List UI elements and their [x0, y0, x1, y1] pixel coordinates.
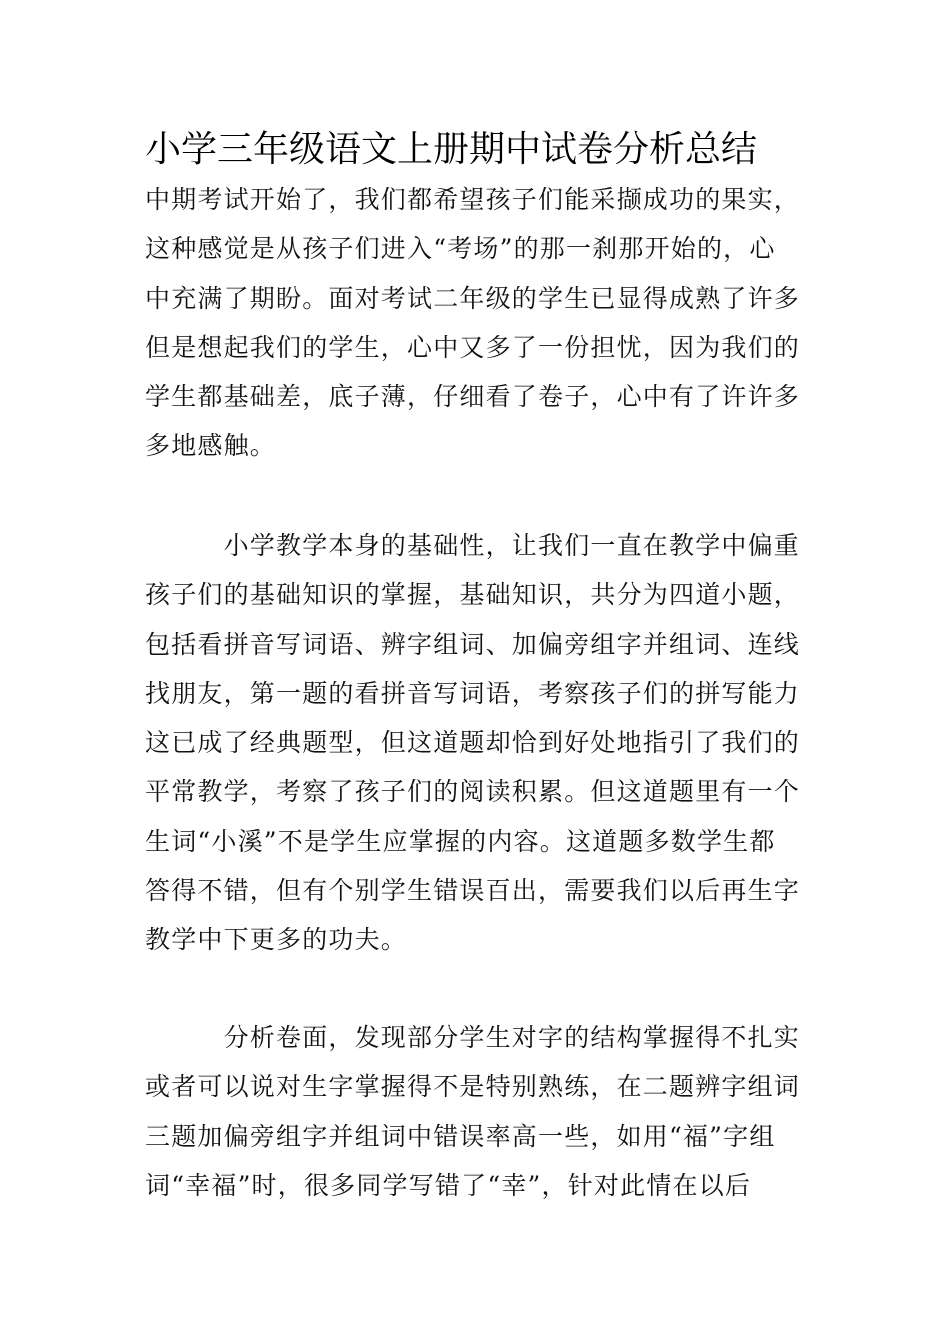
text-line: 包括看拼音写词语、辨字组词、加偏旁组字并组词、连线 [145, 629, 801, 659]
text-line: 中充满了期盼。面对考试二年级的学生已显得成熟了许多 [145, 283, 801, 313]
text-line: 或者可以说对生字掌握得不是特别熟练，在二题辨字组词 [145, 1072, 801, 1102]
text-line: 平常教学，考察了孩子们的阅读积累。但这道题里有一个 [145, 777, 801, 807]
document-title: 小学三年级语文上册期中试卷分析总结 [145, 129, 758, 170]
text-line: 小学教学本身的基础性，让我们一直在教学中偏重 [145, 531, 801, 560]
paragraph-2 [145, 521, 810, 965]
text-line: 词“幸福”时，很多同学写错了“幸”，针对此情在以后 [145, 1170, 752, 1200]
text-line: 答得不错，但有个别学生错误百出，需要我们以后再生字 [145, 876, 801, 906]
text-line: 这已成了经典题型，但这道题却恰到好处地指引了我们的 [145, 728, 801, 758]
paragraph-3 [145, 1013, 810, 1210]
text-line: 生词“小溪”不是学生应掌握的内容。这道题多数学生都 [145, 826, 776, 856]
paragraph-1 [145, 175, 810, 471]
text-line: 孩子们的基础知识的掌握，基础知识，共分为四道小题， [145, 580, 801, 610]
text-line: 教学中下更多的功夫。 [145, 925, 408, 955]
text-line: 找朋友，第一题的看拼音写词语，考察孩子们的拼写能力 [145, 678, 801, 708]
text-line: 多地感触。 [145, 431, 277, 461]
text-line: 中期考试开始了，我们都希望孩子们能采撷成功的果实， [145, 185, 801, 214]
text-line: 但是想起我们的学生，心中又多了一份担忧，因为我们的 [145, 332, 801, 362]
text-line: 分析卷面，发现部分学生对字的结构掌握得不扎实 [145, 1023, 801, 1052]
text-line: 学生都基础差，底子薄，仔细看了卷子，心中有了许许多 [145, 382, 801, 412]
text-line: 三题加偏旁组字并组词中错误率高一些，如用“福”字组 [145, 1121, 776, 1151]
text-line: 这种感觉是从孩子们进入“考场”的那一刹那开始的，心 [145, 234, 776, 264]
